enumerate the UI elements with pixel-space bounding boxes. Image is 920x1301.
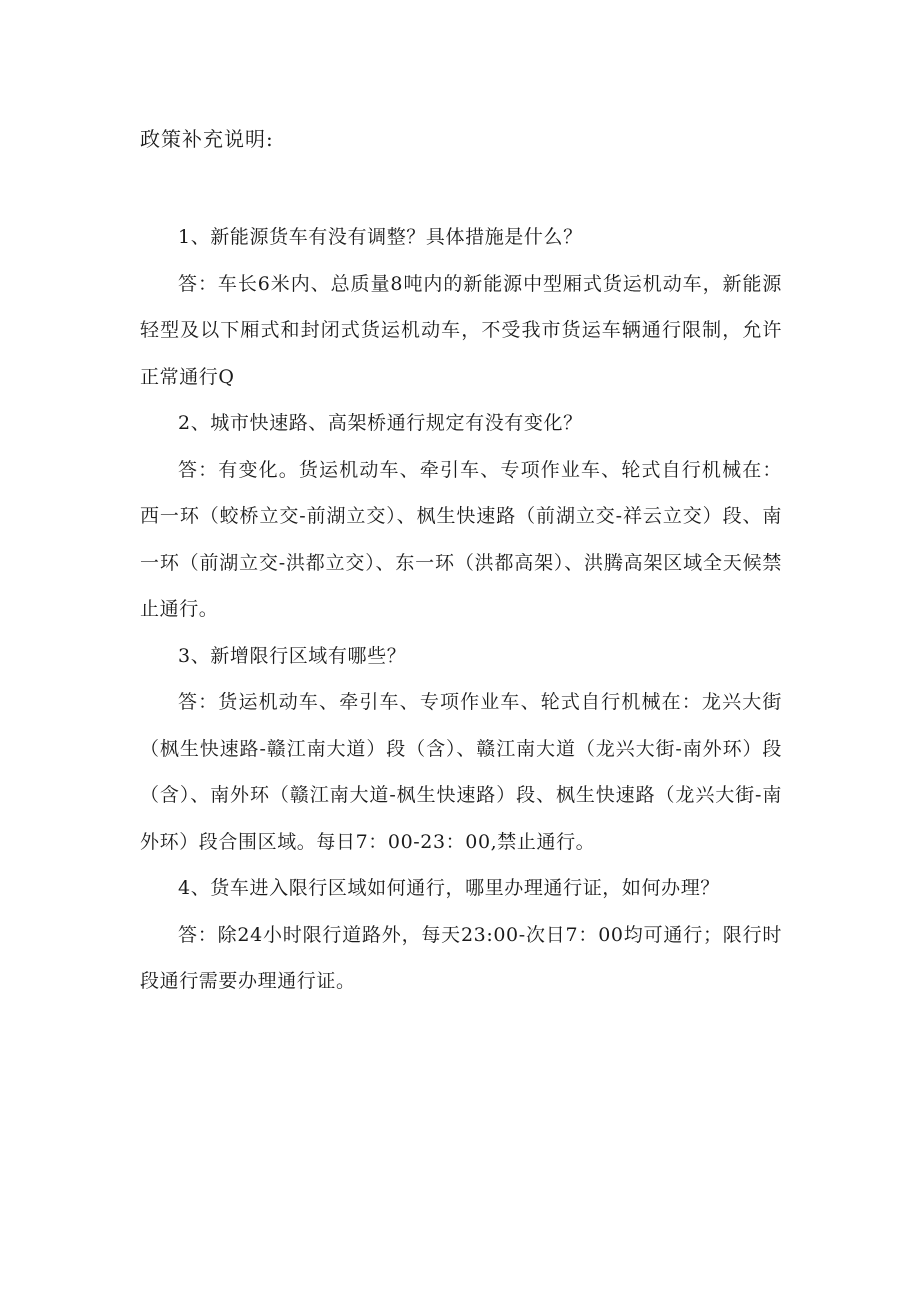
document-body (140, 214, 782, 1005)
question-2: 2、城市快速路、高架桥通行规定有没有变化？ (178, 412, 583, 434)
question-3: 3、新增限行区域有哪些？ (178, 644, 407, 667)
answer-2: 答：有变化。货运机动车、牵引车、专项作业车、轮式自行机械在：西一环（蛟桥立交-前湖立交）、枫生快速路（前湖立交-祥云立交）段、南一环（前湖立交-洪都立交）、东一环（洪都高架）、洪腾高架区域全天候禁止通行。 (140, 458, 782, 620)
question-4: 4、货车进入限行区域如何通行，哪里办理通行证，如何办理？ (178, 877, 720, 899)
question-1: 1、新能源货车有没有调整？具体措施是什么？ (178, 226, 583, 248)
answer-3: 答：货运机动车、牵引车、专项作业车、轮式自行机械在：龙兴大街（枫生快速路-赣江南大道）段（含）、赣江南大道（龙兴大街-南外环）段（含）、南外环（赣江南大道-枫生快速路）段、枫生快速路（龙兴大街-南外环）段合围区域。每日7：00-23：00,禁止通行。 (140, 691, 782, 853)
document-title: 政策补充说明: (140, 127, 274, 151)
answer-1: 答：车长6米内、总质量8吨内的新能源中型厢式货运机动车，新能源轻型及以下厢式和封闭式货运机动车，不受我市货运车辆通行限制，允许正常通行Q (140, 272, 782, 388)
answer-4: 答：除24小时限行道路外，每天23:00-次日7：00均可通行；限行时段通行需要办理通行证。 (140, 923, 782, 992)
